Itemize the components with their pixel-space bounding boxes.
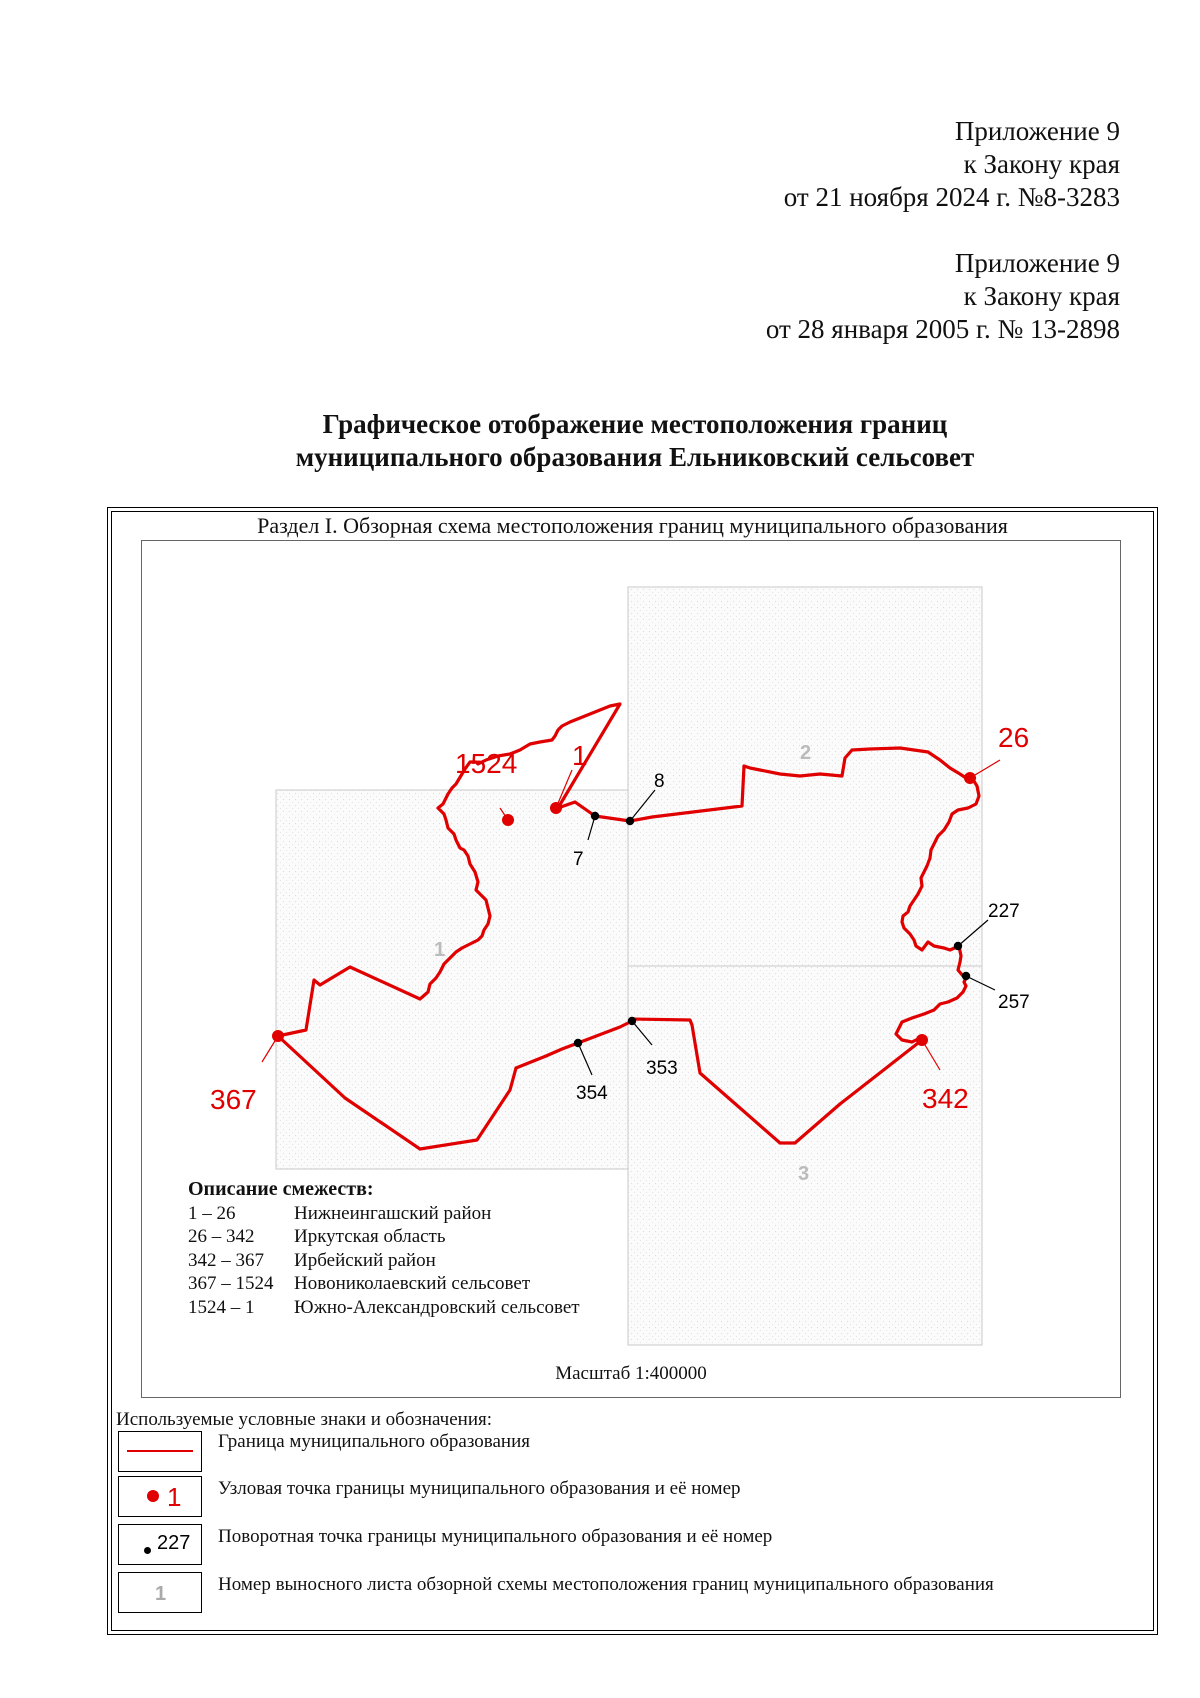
sheet-number-2: 2 (800, 742, 812, 764)
sheet-3-area (628, 966, 982, 1345)
adjacency-range: 1 – 26 (188, 1202, 236, 1224)
turn-point-label-257: 257 (998, 992, 1030, 1013)
legend-text-sheet-number: Номер выносного листа обзорной схемы местоположения границ муниципального образования (218, 1574, 994, 1595)
adjacency-row (188, 1272, 580, 1296)
legend-sample-sheet-digit: 1 (155, 1583, 167, 1605)
adjacency-name: Ирбейский район (294, 1249, 436, 1271)
node-point-label-367: 367 (210, 1084, 257, 1115)
node-point-367 (272, 1030, 284, 1042)
turn-point-label-353: 353 (646, 1058, 678, 1079)
node-point-label-1: 1 (572, 740, 588, 771)
legend-sample-turn-number: 227 (157, 1532, 191, 1554)
document-title-line: Графическое отображение местоположения границ (322, 409, 948, 439)
turn-point-257 (962, 972, 970, 980)
adjacency-row (188, 1225, 580, 1249)
annex-current-line: от 21 ноября 2024 г. №8-3283 (783, 182, 1120, 212)
turn-point-354 (574, 1039, 582, 1047)
adjacency-range: 26 – 342 (188, 1226, 255, 1247)
turn-point-353 (628, 1017, 636, 1025)
adjacency-title: Описание смежеств: (188, 1178, 374, 1200)
black-dot-symbol (144, 1547, 151, 1554)
annex-current-line: к Закону края (963, 149, 1120, 179)
adjacency-range: 342 – 367 (188, 1249, 264, 1271)
turn-point-7 (591, 812, 599, 820)
annex-original-line: Приложение 9 (954, 248, 1120, 278)
legend-sample-boundary (118, 1431, 202, 1472)
boundary-line-symbol (127, 1450, 193, 1452)
node-point-1 (550, 802, 562, 814)
node-point-26 (964, 772, 976, 784)
adjacency-row (188, 1296, 580, 1320)
annex-current-line: Приложение 9 (954, 116, 1120, 146)
adjacency-name: Южно-Александровский сельсовет (294, 1296, 580, 1318)
node-point-label-342: 342 (922, 1083, 969, 1114)
turn-point-label-8: 8 (654, 771, 665, 792)
adjacency-name: Нижнеингашский район (294, 1202, 492, 1224)
red-dot-symbol (147, 1490, 159, 1502)
node-point-342 (916, 1034, 928, 1046)
annex-original-line: от 28 января 2005 г. № 13-2898 (765, 314, 1120, 344)
node-point-label-1524: 1524 (455, 748, 518, 779)
node-point-1524 (502, 814, 514, 826)
adjacency-description (188, 1178, 580, 1319)
adjacency-name: Иркутская область (294, 1226, 446, 1247)
sheet-number-1: 1 (434, 939, 446, 961)
legend-sample-node-point (118, 1476, 202, 1517)
turn-point-label-354: 354 (576, 1083, 608, 1104)
legend-sample-node-number: 1 (167, 1482, 182, 1512)
turn-point-8 (626, 817, 634, 825)
legend-sample-turn-point (118, 1524, 202, 1565)
adjacency-range: 367 – 1524 (188, 1273, 274, 1294)
legend-title: Используемые условные знаки и обозначения: (116, 1409, 493, 1430)
annex-original-line: к Закону края (963, 281, 1120, 311)
adjacency-row (188, 1202, 580, 1226)
turn-point-label-227: 227 (988, 901, 1020, 922)
node-point-label-26: 26 (998, 722, 1030, 753)
legend-text-turn-point: Поворотная точка границы муниципального образования и её номер (218, 1526, 773, 1547)
document-title-line: муниципального образования Ельниковский сельсовет (295, 442, 975, 472)
adjacency-row (188, 1249, 580, 1273)
legend-text-node-point: Узловая точка границы муниципального образования и её номер (218, 1478, 741, 1499)
sheet-number-3: 3 (798, 1163, 810, 1185)
legend-text-boundary: Граница муниципального образования (218, 1431, 530, 1452)
map-scale: Масштаб 1:400000 (555, 1363, 707, 1384)
turn-point-227 (954, 942, 962, 950)
adjacency-range: 1524 – 1 (188, 1296, 255, 1318)
turn-point-label-7: 7 (573, 849, 584, 870)
legend-sample-sheet-number (118, 1572, 202, 1613)
adjacency-name: Новониколаевский сельсовет (294, 1273, 531, 1294)
section-title: Раздел I. Обзорная схема местоположения границ муниципального образования (257, 513, 1008, 538)
